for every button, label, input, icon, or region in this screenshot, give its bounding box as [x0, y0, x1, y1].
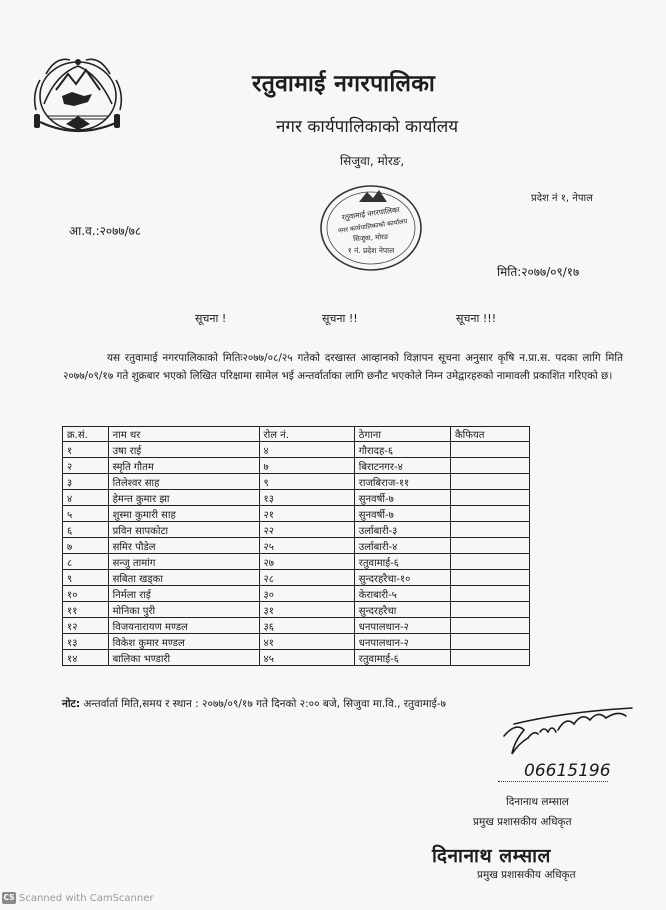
cell-roll: २८ — [259, 570, 354, 586]
header-roll: रोल नं. — [259, 427, 354, 442]
signature-line — [498, 781, 608, 782]
cell-roll: १३ — [259, 490, 354, 506]
cell-serial: ११ — [63, 602, 109, 618]
cell-remarks — [450, 602, 529, 618]
handwritten-number: 06615196 — [524, 761, 611, 781]
note-text: अन्तर्वार्ता मिति,समय र स्थान : २०७७/०९/१७ गते दिनको २:०० बजे, सिजुवा मा.वि., रतुवामाई-७ — [83, 698, 446, 710]
cell-name: हेमन्त कुमार झा — [108, 490, 259, 506]
note-label: नोट: — [62, 698, 81, 710]
cell-name: तिलेश्वर साह — [108, 474, 259, 490]
cell-address: केराबारी-५ — [354, 586, 450, 602]
signatory-role: प्रमुख प्रशासकीय अधिकृत — [473, 816, 572, 828]
camscanner-logo: CS — [3, 893, 15, 902]
fiscal-year: आ.व.:२०७७/७८ — [69, 224, 142, 238]
cell-name: बालिका भण्डारी — [108, 650, 259, 666]
cell-serial: ६ — [63, 522, 109, 538]
province-label: प्रदेश नं १, नेपाल — [531, 193, 593, 204]
cell-serial: १ — [63, 442, 109, 458]
table-row — [63, 474, 530, 490]
handwritten-signature — [494, 702, 644, 788]
table-row — [63, 618, 530, 634]
table-header-row — [63, 427, 530, 442]
cell-roll: २७ — [259, 554, 354, 570]
table-row — [63, 602, 530, 618]
cell-name: विकेश कुमार मण्डल — [108, 634, 259, 650]
name-stamp: दिनानाथ लम्साल — [432, 845, 551, 867]
stamp-line-2: नगर कार्यपालिकाको कार्यालय — [337, 217, 408, 235]
notice-heading-1: सूचना ! — [195, 312, 227, 325]
cell-remarks — [450, 634, 529, 650]
document-date: मिति:२०७७/०९/१७ — [497, 265, 580, 279]
cell-serial: ४ — [63, 490, 109, 506]
cell-remarks — [450, 618, 529, 634]
cell-roll: ३० — [259, 586, 354, 602]
cell-roll: ४ — [259, 442, 354, 458]
cell-remarks — [450, 522, 529, 538]
organization-name: रतुवामाई नगरपालिका — [252, 70, 436, 97]
stamp-line-1: रतुवामाई नगरपालिका — [341, 205, 401, 223]
cell-address: उर्लाबारी-४ — [354, 538, 450, 554]
cell-serial: ३ — [63, 474, 109, 490]
cell-address: बिराटनगर-४ — [354, 458, 450, 474]
table-row — [63, 570, 530, 586]
cell-address: सुनवर्षी-७ — [354, 506, 450, 522]
cell-remarks — [450, 458, 529, 474]
interview-note — [62, 697, 446, 711]
cell-address: राजबिराज-११ — [354, 474, 450, 490]
scanner-watermark — [2, 892, 154, 904]
cell-remarks — [450, 538, 529, 554]
cell-remarks — [450, 586, 529, 602]
cell-remarks — [450, 650, 529, 666]
cell-serial: ९ — [63, 570, 109, 586]
office-name: नगर कार्यपालिकाको कार्यालय — [276, 117, 459, 137]
cell-address: रतुवामाई-६ — [354, 650, 450, 666]
header-remarks: कैफियत — [450, 427, 529, 442]
table-row — [63, 586, 530, 602]
cell-roll: ९ — [259, 474, 354, 490]
nepal-emblem-logo — [26, 44, 128, 144]
header-address: ठेगाना — [354, 427, 450, 442]
cell-remarks — [450, 554, 529, 570]
cell-serial: १० — [63, 586, 109, 602]
cell-name: शुस्मा कुमारी साह — [108, 506, 259, 522]
cell-remarks — [450, 442, 529, 458]
cell-roll: ४५ — [259, 650, 354, 666]
cell-address: सुनवर्षी-७ — [354, 490, 450, 506]
cell-name: प्रविन सापकोटा — [108, 522, 259, 538]
office-round-stamp — [315, 182, 427, 274]
cell-address: धनपालथान-२ — [354, 634, 450, 650]
stamp-line-3: सिजुवा, मोरङ — [353, 232, 389, 244]
cell-roll: २१ — [259, 506, 354, 522]
cell-serial: २ — [63, 458, 109, 474]
cell-name: उषा राई — [108, 442, 259, 458]
cell-name: सबिता खड्का — [108, 570, 259, 586]
cell-roll: २२ — [259, 522, 354, 538]
cell-serial: ५ — [63, 506, 109, 522]
candidate-table — [62, 426, 530, 666]
cell-serial: १४ — [63, 650, 109, 666]
office-address: सिजुवा, मोरङ, — [340, 154, 405, 168]
cell-serial: ८ — [63, 554, 109, 570]
cell-name: विजयनारायण मण्डल — [108, 618, 259, 634]
cell-address: सुन्दरहरैचा-१० — [354, 570, 450, 586]
stamp-line-4: १ नं. प्रदेश नेपाल — [347, 246, 395, 255]
cell-name: स्मृति गौतम — [108, 458, 259, 474]
cell-roll: ३६ — [259, 618, 354, 634]
table-row — [63, 634, 530, 650]
cell-address: उर्लाबारी-३ — [354, 522, 450, 538]
table-row — [63, 522, 530, 538]
table-row — [63, 650, 530, 666]
cell-remarks — [450, 506, 529, 522]
notice-heading-3: सूचना !!! — [456, 312, 497, 325]
cell-roll: ४१ — [259, 634, 354, 650]
cell-address: धनपालथान-२ — [354, 618, 450, 634]
cell-roll: २५ — [259, 538, 354, 554]
cell-name: निर्मला राई — [108, 586, 259, 602]
table-row — [63, 490, 530, 506]
table-row — [63, 458, 530, 474]
signatory-name: दिनानाथ लम्साल — [506, 796, 569, 808]
cell-address: रतुवामाई-६ — [354, 554, 450, 570]
table-row — [63, 442, 530, 458]
cell-serial: १२ — [63, 618, 109, 634]
cell-roll: ३१ — [259, 602, 354, 618]
table-row — [63, 538, 530, 554]
role-stamp: प्रमुख प्रशासकीय अधिकृत — [477, 869, 576, 881]
cell-address: गौरादह-६ — [354, 442, 450, 458]
cell-name: सन्जु तामांग — [108, 554, 259, 570]
cell-serial: ७ — [63, 538, 109, 554]
header-name: नाम थर — [108, 427, 259, 442]
cell-remarks — [450, 474, 529, 490]
cell-name: समिर पौडेल — [108, 538, 259, 554]
cell-roll: ७ — [259, 458, 354, 474]
notice-body-paragraph: यस रतुवामाई नगरपालिकाको मितिः२०७७/०८/२५ गतेको दरखास्त आव्हानको विज्ञापन सूचना अनुसार कृषि न.प्रा.स. पदका लागि मिति २०७७/०९/१७ गते शुक्रबार भएको लिखित परिक्षामा सामेल भई अन्तर्वार्ताका लागि छनौट भएकोले निम्न उमेद्वारहरुको नामावली प्रकाशित गरिएको छ। — [63, 352, 623, 382]
notice-heading-2: सूचना !! — [322, 312, 358, 325]
table-row — [63, 506, 530, 522]
table-row — [63, 554, 530, 570]
cell-address: सुन्दरहरैचा — [354, 602, 450, 618]
cell-serial: १३ — [63, 634, 109, 650]
cell-remarks — [450, 490, 529, 506]
cell-remarks — [450, 570, 529, 586]
watermark-text: Scanned with CamScanner — [19, 892, 154, 904]
header-serial: क्र.सं. — [63, 427, 109, 442]
cell-name: मोनिका पुरी — [108, 602, 259, 618]
